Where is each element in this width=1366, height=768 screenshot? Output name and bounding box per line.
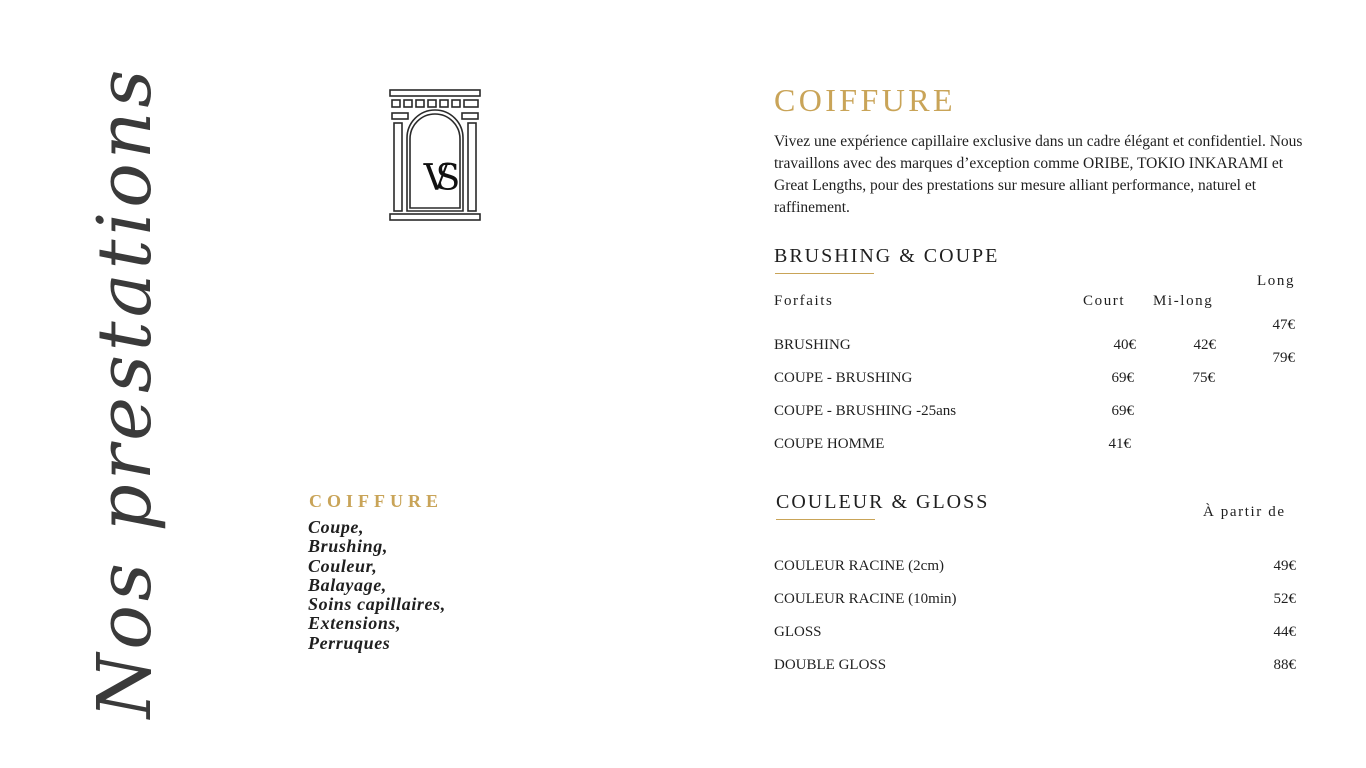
row-name-coupe-brushing-25ans: COUPE - BRUSHING -25ans <box>774 403 957 419</box>
service-item: Coupe, <box>308 517 365 537</box>
vs-logo <box>388 88 482 222</box>
row-name-couleur-racine-2cm: COULEUR RACINE (2cm) <box>774 558 944 574</box>
intro-paragraph: Vivez une expérience capillaire exclusive dans un cadre élégant et confidentiel. Nous travaillons avec des marques d’exception comme ORIBE, TOKIO INKARAMI et Great Lengths, pour des prestations sur mesure alliant performance, naturel et raffinement. <box>774 133 1303 216</box>
header-long: Long <box>1257 273 1296 289</box>
couleur-section-title: COULEUR & GLOSS <box>776 491 990 513</box>
price-mi-long: 75€ <box>1192 370 1215 386</box>
service-item: Extensions, <box>308 613 402 634</box>
row-name-double-gloss: DOUBLE GLOSS <box>774 657 887 673</box>
row-name-couleur-racine-10min: COULEUR RACINE (10min) <box>774 591 957 607</box>
couleur-underline <box>776 519 875 520</box>
row-name-brushing: BRUSHING <box>774 337 851 353</box>
header-court: Court <box>1083 293 1126 309</box>
price-court: 41€ <box>1108 436 1131 452</box>
row-name-coupe-brushing: COUPE - BRUSHING <box>774 370 913 386</box>
service-item: Couleur, <box>308 555 378 576</box>
brushing-section-title: BRUSHING & COUPE <box>774 245 1000 267</box>
service-item: Brushing, <box>308 536 388 557</box>
row-name-gloss: GLOSS <box>774 624 822 640</box>
header-a-partir-de: À partir de <box>1203 504 1286 520</box>
page-title: COIFFURE <box>774 82 956 118</box>
price-couleur: 49€ <box>1273 558 1296 574</box>
logo-monogram: VS <box>423 158 447 199</box>
row-name-coupe-homme: COUPE HOMME <box>774 436 885 452</box>
left-coiffure-heading: COIFFURE <box>309 491 443 511</box>
price-couleur: 44€ <box>1273 624 1296 640</box>
script-title: Nos prestations <box>82 65 168 719</box>
price-court: 69€ <box>1111 403 1134 419</box>
service-item: Soins capillaires, <box>308 594 446 615</box>
services-list <box>308 518 446 653</box>
brushing-underline <box>775 273 874 274</box>
price-court: 40€ <box>1113 337 1136 353</box>
service-item: Balayage, <box>308 574 387 595</box>
price-couleur: 88€ <box>1273 657 1296 673</box>
service-item: Perruques <box>308 632 391 653</box>
price-court: 69€ <box>1111 370 1134 386</box>
long-price: 79€ <box>1272 350 1295 366</box>
long-price: 47€ <box>1272 317 1295 333</box>
price-couleur: 52€ <box>1273 591 1296 607</box>
header-mi-long: Mi-long <box>1153 293 1214 309</box>
price-mi-long: 42€ <box>1193 337 1216 353</box>
header-forfaits: Forfaits <box>774 293 834 309</box>
